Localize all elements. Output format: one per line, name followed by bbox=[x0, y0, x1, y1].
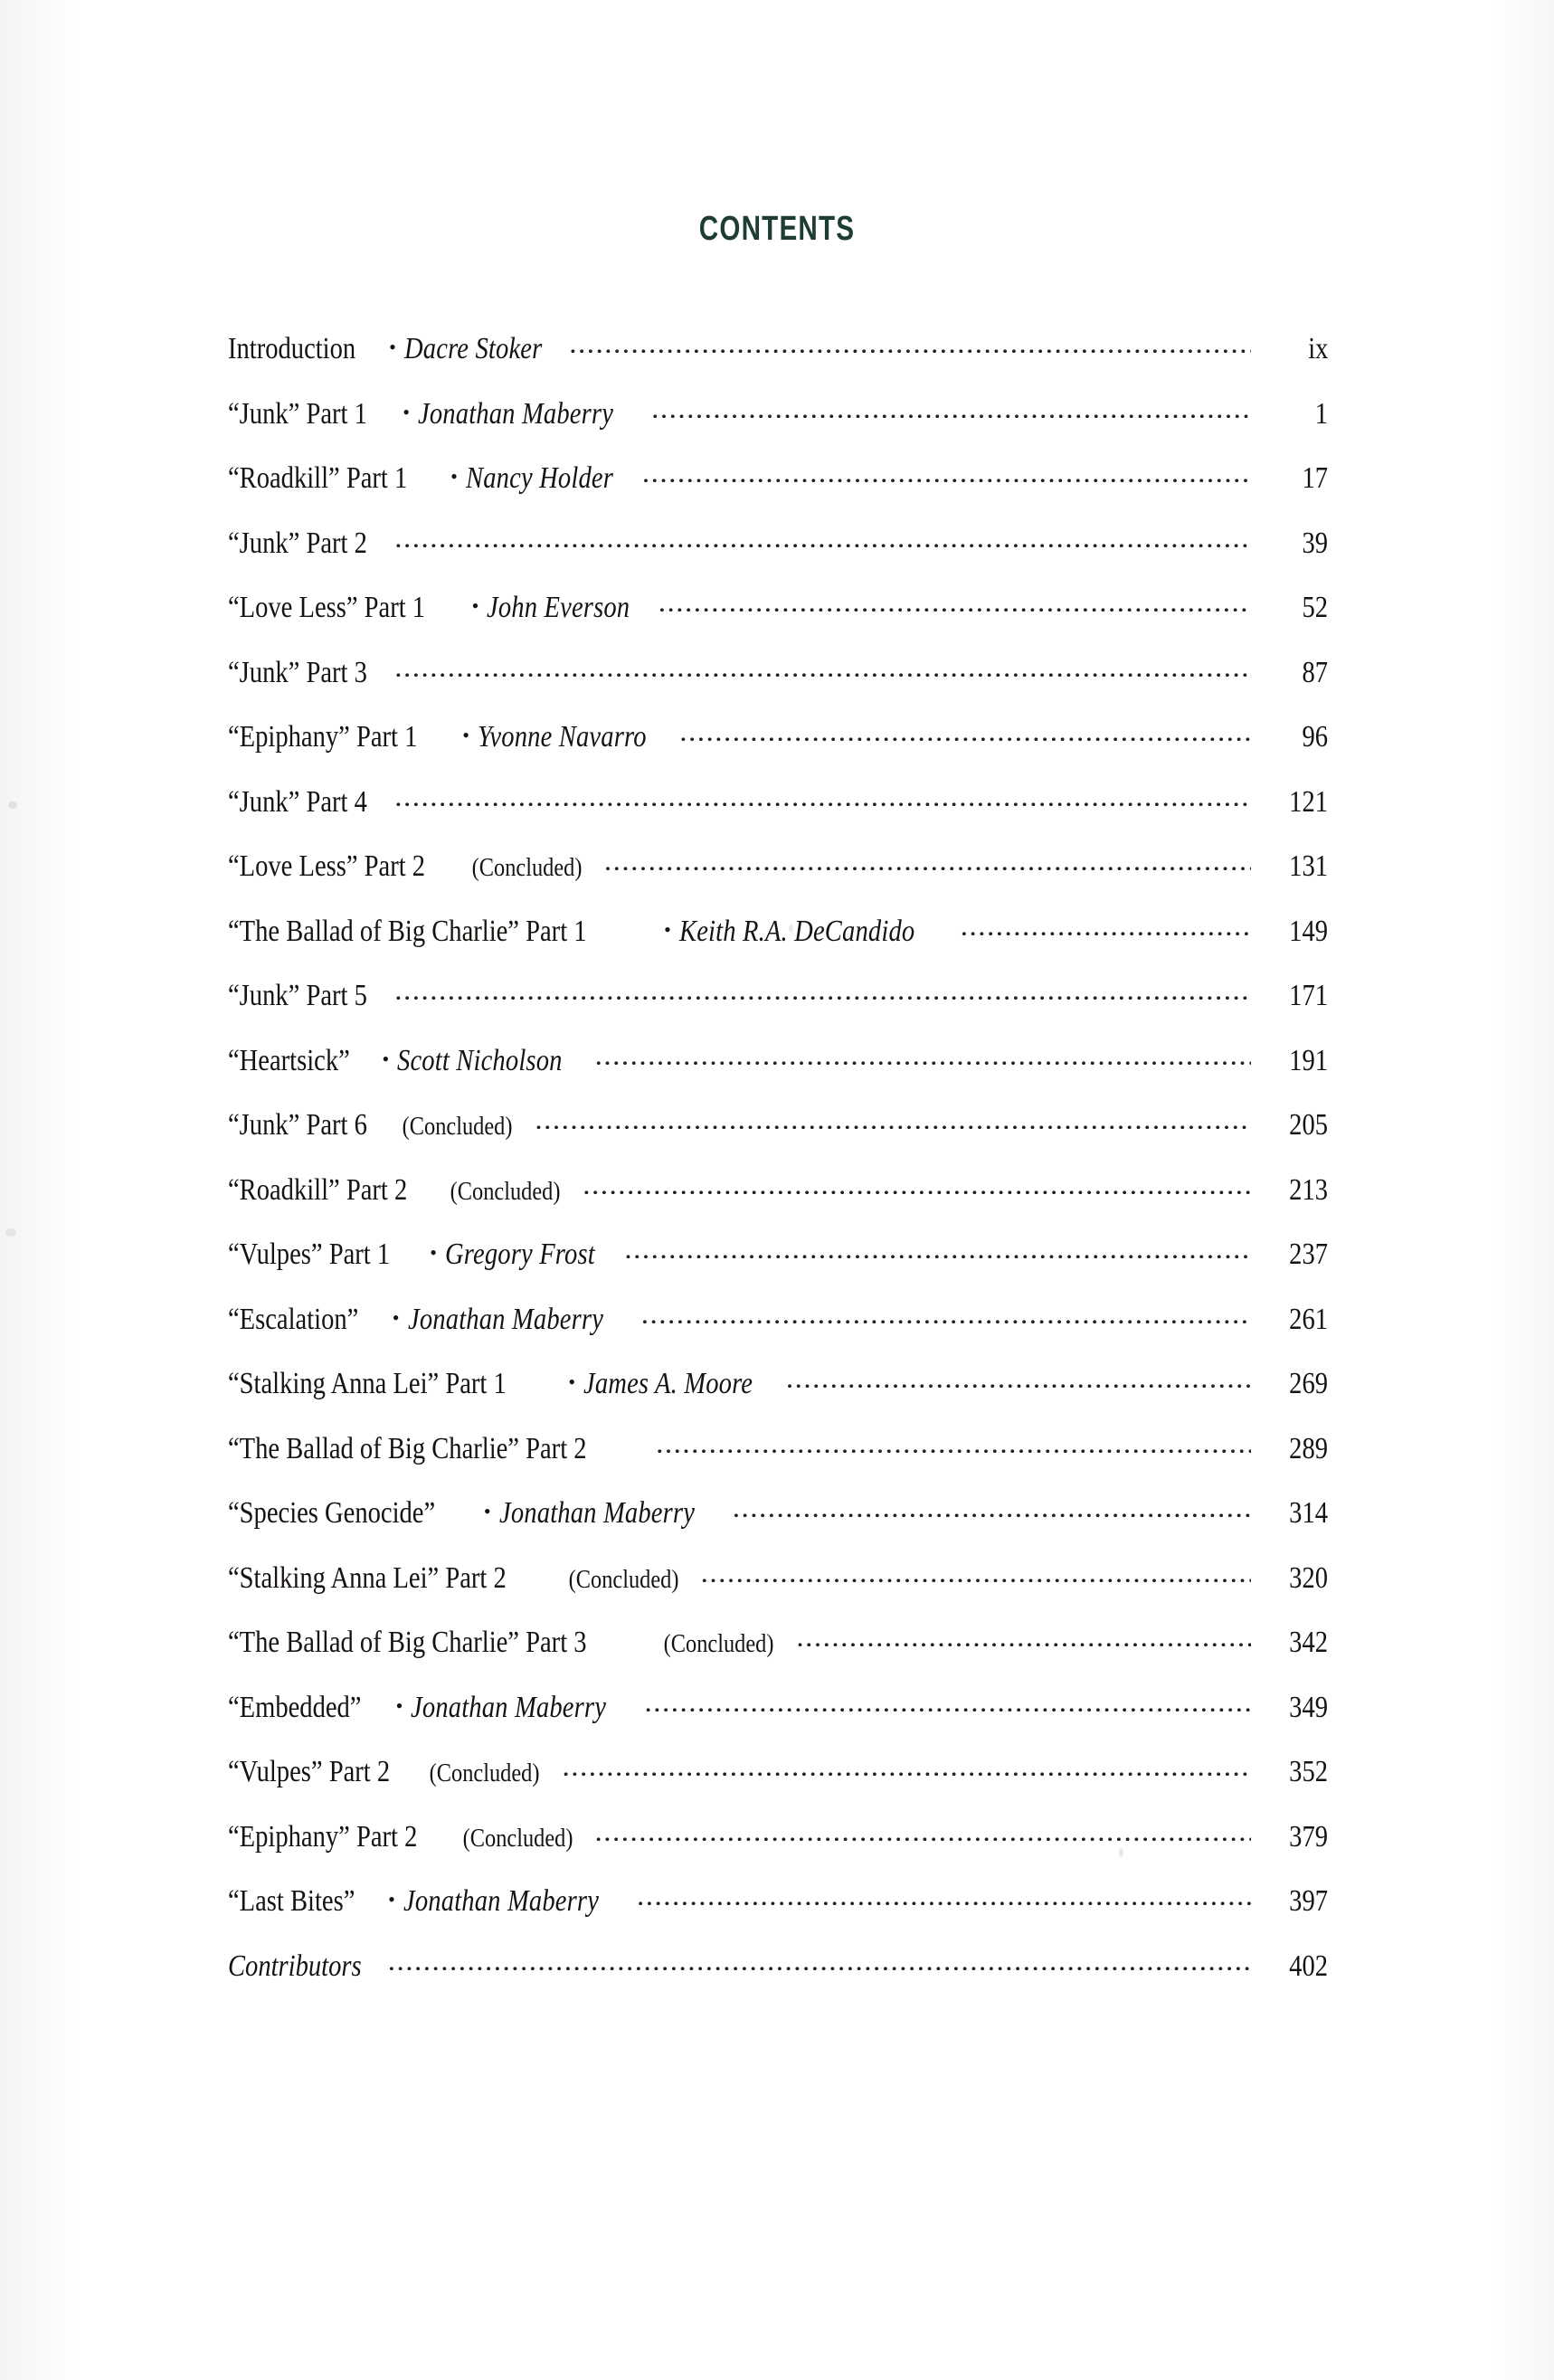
bullet-separator-icon: • bbox=[462, 724, 469, 746]
toc-entry-title: “The Ballad of Big Charlie” Part 1 bbox=[228, 914, 587, 948]
scan-artifact bbox=[5, 1228, 16, 1237]
toc-entry-title: “Junk” Part 6 bbox=[228, 1108, 367, 1142]
toc-entry-page-number: 402 bbox=[1289, 1949, 1328, 1983]
toc-entry-title: “Roadkill” Part 2 bbox=[228, 1172, 408, 1207]
toc-entry[interactable] bbox=[228, 1949, 1328, 2015]
toc-entry-page-number: ix bbox=[1307, 332, 1328, 365]
toc-entry[interactable] bbox=[228, 1561, 1328, 1626]
toc-entry-page-number: 205 bbox=[1289, 1108, 1328, 1142]
dot-leader bbox=[394, 981, 1251, 1000]
toc-entry-author: Yvonne Navarro bbox=[477, 720, 647, 754]
toc-entry-page-number: 342 bbox=[1289, 1626, 1328, 1659]
toc-entry[interactable] bbox=[228, 915, 1328, 980]
toc-entry-page-number: 213 bbox=[1289, 1172, 1328, 1207]
bullet-separator-icon: • bbox=[430, 1241, 437, 1264]
toc-entry-page-cell bbox=[1252, 979, 1328, 1013]
dot-leader bbox=[388, 1952, 1251, 1970]
toc-entry-page-cell bbox=[1252, 591, 1328, 625]
toc-entry-page-number: 349 bbox=[1289, 1690, 1328, 1724]
toc-entry-page-cell bbox=[1252, 1949, 1328, 1984]
bullet-separator-icon: • bbox=[395, 1693, 403, 1717]
toc-entry-concluded-note: (Concluded) bbox=[568, 1564, 679, 1594]
toc-entry-title: “Stalking Anna Lei” Part 1 bbox=[228, 1367, 507, 1400]
toc-entry[interactable] bbox=[228, 656, 1328, 721]
toc-entry-title: “Roadkill” Part 1 bbox=[228, 461, 408, 495]
toc-entry[interactable] bbox=[228, 461, 1328, 526]
dot-leader bbox=[394, 659, 1251, 677]
toc-entry-title: “The Ballad of Big Charlie” Part 3 bbox=[228, 1626, 587, 1659]
dot-leader bbox=[535, 1111, 1251, 1129]
toc-entry-page-cell bbox=[1252, 461, 1328, 496]
toc-entry-page-number: 261 bbox=[1289, 1302, 1328, 1336]
toc-entry-page-cell bbox=[1252, 1755, 1328, 1789]
dot-leader bbox=[701, 1564, 1251, 1582]
toc-entry-title: “Last Bites” bbox=[228, 1884, 355, 1918]
toc-entry[interactable] bbox=[228, 526, 1328, 592]
dot-leader bbox=[656, 1435, 1251, 1453]
toc-entry-page-number: 237 bbox=[1289, 1237, 1328, 1271]
table-of-contents bbox=[228, 332, 1328, 2014]
dot-leader bbox=[645, 1693, 1252, 1712]
toc-entry-page-cell bbox=[1252, 1691, 1328, 1725]
toc-entry-page-cell bbox=[1252, 849, 1328, 884]
toc-entry-title: “Vulpes” Part 2 bbox=[228, 1755, 391, 1788]
dot-leader bbox=[659, 593, 1251, 612]
toc-entry-page-cell bbox=[1252, 1432, 1328, 1466]
toc-entry-title: “Heartsick” bbox=[228, 1043, 350, 1077]
dot-leader bbox=[651, 400, 1251, 418]
toc-entry-author: John Everson bbox=[487, 591, 630, 624]
toc-entry-page-number: 121 bbox=[1289, 784, 1328, 819]
toc-entry-page-cell bbox=[1252, 526, 1328, 561]
toc-entry[interactable] bbox=[228, 1367, 1328, 1432]
toc-entry[interactable] bbox=[228, 849, 1328, 915]
toc-entry-page-cell bbox=[1252, 1237, 1328, 1272]
toc-entry[interactable] bbox=[228, 1432, 1328, 1497]
toc-entry-title: Introduction bbox=[228, 332, 356, 365]
toc-entry[interactable] bbox=[228, 332, 1328, 397]
toc-entry-page-number: 314 bbox=[1289, 1496, 1328, 1530]
toc-entry-page-number: 96 bbox=[1302, 720, 1328, 754]
toc-entry-page-cell bbox=[1252, 1820, 1328, 1854]
toc-entry-page-cell bbox=[1252, 332, 1328, 366]
dot-leader bbox=[562, 1758, 1251, 1776]
toc-entry-page-cell bbox=[1252, 1496, 1328, 1531]
toc-entry-concluded-note: (Concluded) bbox=[664, 1629, 774, 1658]
toc-entry-concluded-note: (Concluded) bbox=[450, 1176, 561, 1206]
toc-entry-page-number: 131 bbox=[1289, 849, 1328, 883]
bullet-separator-icon: • bbox=[664, 917, 671, 941]
toc-entry[interactable] bbox=[228, 1884, 1328, 1949]
toc-entry[interactable] bbox=[228, 1108, 1328, 1173]
toc-entry-author: Gregory Frost bbox=[444, 1237, 595, 1271]
toc-entry-title: “Escalation” bbox=[228, 1302, 359, 1336]
toc-entry-page-number: 191 bbox=[1289, 1043, 1328, 1077]
page-title: CONTENTS bbox=[698, 210, 856, 248]
toc-entry-page-cell bbox=[1252, 1108, 1328, 1143]
toc-entry-title: “Junk” Part 1 bbox=[228, 396, 367, 431]
toc-entry-page-cell bbox=[1252, 1561, 1328, 1596]
toc-entry[interactable] bbox=[228, 1237, 1328, 1303]
scan-artifact bbox=[8, 801, 17, 809]
bullet-separator-icon: • bbox=[403, 400, 410, 423]
dot-leader bbox=[594, 1823, 1251, 1841]
toc-entry-title: “Species Genocide” bbox=[228, 1496, 436, 1530]
toc-entry-page-cell bbox=[1252, 1626, 1328, 1660]
toc-entry-author: Keith R.A. DeCandido bbox=[678, 914, 915, 948]
toc-entry[interactable] bbox=[228, 1173, 1328, 1238]
toc-entry-page-number: 171 bbox=[1289, 979, 1328, 1012]
toc-entry-title: “Epiphany” Part 1 bbox=[228, 720, 418, 754]
toc-entry[interactable] bbox=[228, 785, 1328, 850]
toc-entry[interactable] bbox=[228, 591, 1328, 656]
toc-entry-page-number: 269 bbox=[1289, 1367, 1328, 1400]
toc-entry[interactable] bbox=[228, 1496, 1328, 1561]
toc-entry-author: Scott Nicholson bbox=[397, 1043, 563, 1077]
toc-entry-title: “Junk” Part 5 bbox=[228, 979, 367, 1012]
toc-entry-page-cell bbox=[1252, 785, 1328, 820]
toc-entry-title: “Embedded” bbox=[228, 1690, 362, 1724]
toc-entry-page-number: 379 bbox=[1289, 1819, 1328, 1854]
toc-entry-title: “Junk” Part 4 bbox=[228, 784, 367, 819]
bullet-separator-icon: • bbox=[388, 1888, 395, 1911]
toc-entry-author: Jonathan Maberry bbox=[407, 1302, 603, 1336]
toc-entry[interactable] bbox=[228, 979, 1328, 1044]
toc-entry-page-cell bbox=[1252, 720, 1328, 754]
bullet-separator-icon: • bbox=[471, 594, 479, 617]
toc-entry-title: “Junk” Part 3 bbox=[228, 655, 367, 689]
toc-entry-page-number: 289 bbox=[1289, 1431, 1328, 1465]
toc-entry-concluded-note: (Concluded) bbox=[430, 1759, 540, 1787]
toc-entry-page-number: 87 bbox=[1302, 655, 1328, 689]
dot-leader bbox=[641, 1305, 1251, 1323]
toc-entry-page-number: 352 bbox=[1289, 1755, 1328, 1788]
toc-entry-title: “The Ballad of Big Charlie” Part 2 bbox=[228, 1431, 587, 1465]
toc-entry-page-cell bbox=[1252, 915, 1328, 949]
bullet-separator-icon: • bbox=[568, 1370, 576, 1393]
toc-entry-title: “Love Less” Part 1 bbox=[228, 591, 426, 624]
toc-entry-page-cell bbox=[1252, 1303, 1328, 1337]
dot-leader bbox=[569, 335, 1251, 353]
toc-entry[interactable] bbox=[228, 720, 1328, 785]
bullet-separator-icon: • bbox=[450, 465, 458, 488]
toc-entry-title: “Stalking Anna Lei” Part 2 bbox=[228, 1560, 507, 1595]
dot-leader bbox=[642, 464, 1251, 482]
toc-entry-concluded-note: (Concluded) bbox=[403, 1112, 513, 1141]
dot-leader bbox=[786, 1370, 1251, 1388]
toc-entry-author: Jonathan Maberry bbox=[498, 1496, 695, 1530]
dot-leader bbox=[733, 1499, 1251, 1517]
toc-entry[interactable] bbox=[228, 1820, 1328, 1885]
toc-entry-page-cell bbox=[1252, 1367, 1328, 1401]
toc-entry-concluded-note: (Concluded) bbox=[462, 1823, 573, 1853]
toc-entry-author: Dacre Stoker bbox=[403, 332, 543, 365]
dot-leader bbox=[583, 1176, 1251, 1194]
dot-leader bbox=[796, 1628, 1251, 1646]
bullet-separator-icon: • bbox=[392, 1305, 400, 1329]
toc-entry-page-number: 52 bbox=[1302, 591, 1328, 624]
toc-entry-page-number: 149 bbox=[1289, 914, 1328, 948]
toc-entry-page-cell bbox=[1252, 1044, 1328, 1078]
bullet-separator-icon: • bbox=[389, 336, 396, 358]
toc-entry[interactable] bbox=[228, 1626, 1328, 1691]
toc-entry-concluded-note: (Concluded) bbox=[471, 853, 583, 882]
toc-entry-author: Jonathan Maberry bbox=[417, 396, 613, 431]
toc-entry-page-cell bbox=[1252, 1173, 1328, 1208]
toc-entry-title: “Junk” Part 2 bbox=[228, 526, 367, 560]
toc-entry-title: “Love Less” Part 2 bbox=[228, 849, 426, 883]
toc-entry-author: Jonathan Maberry bbox=[411, 1690, 607, 1724]
bullet-separator-icon: • bbox=[382, 1047, 390, 1070]
toc-entry-page-cell bbox=[1252, 397, 1328, 431]
toc-entry[interactable] bbox=[228, 397, 1328, 462]
dot-leader bbox=[961, 917, 1251, 935]
dot-leader bbox=[624, 1240, 1251, 1258]
dot-leader bbox=[679, 723, 1251, 741]
toc-entry-page-number: 39 bbox=[1302, 526, 1328, 560]
toc-entry-title: “Epiphany” Part 2 bbox=[228, 1819, 418, 1854]
bullet-separator-icon: • bbox=[483, 1500, 491, 1522]
toc-entry-page-number: 17 bbox=[1302, 461, 1328, 495]
dot-leader bbox=[394, 529, 1251, 547]
toc-entry-title: “Vulpes” Part 1 bbox=[228, 1237, 391, 1271]
toc-entry-page-cell bbox=[1252, 1884, 1328, 1919]
toc-entry-page-number: 320 bbox=[1289, 1560, 1328, 1595]
toc-entry-author: James A. Moore bbox=[583, 1367, 753, 1400]
toc-entry-page-number: 1 bbox=[1314, 396, 1328, 431]
dot-leader bbox=[595, 1047, 1251, 1065]
toc-entry-author: Nancy Holder bbox=[465, 461, 613, 495]
dot-leader bbox=[394, 788, 1251, 806]
dot-leader bbox=[637, 1887, 1251, 1905]
toc-entry[interactable] bbox=[228, 1044, 1328, 1109]
toc-entry[interactable] bbox=[228, 1755, 1328, 1820]
toc-entry-title: Contributors bbox=[228, 1949, 362, 1983]
toc-entry-page-cell bbox=[1252, 656, 1328, 690]
toc-entry[interactable] bbox=[228, 1691, 1328, 1756]
toc-entry-author: Jonathan Maberry bbox=[403, 1884, 599, 1918]
dot-leader bbox=[604, 852, 1251, 870]
toc-entry[interactable] bbox=[228, 1303, 1328, 1368]
toc-entry-page-number: 397 bbox=[1289, 1884, 1328, 1918]
